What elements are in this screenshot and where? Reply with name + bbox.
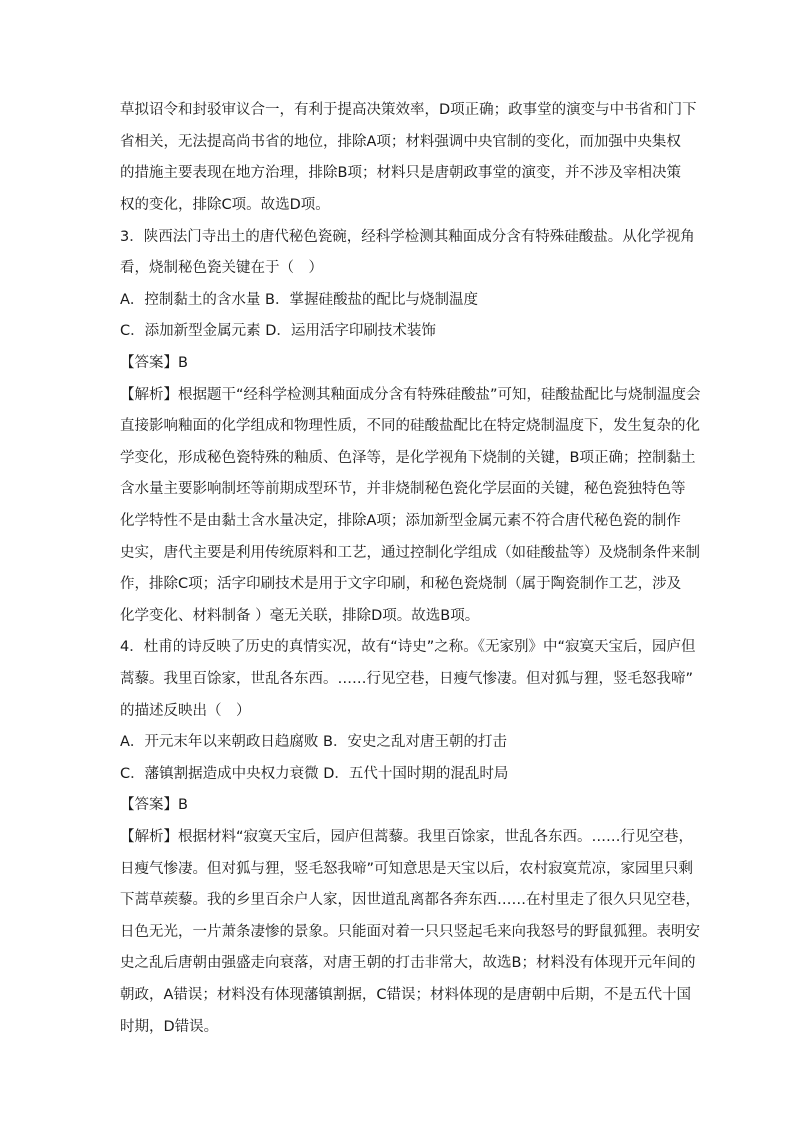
- question-4-options: A．开元末年以来朝政日趋腐败 B．安史之乱对唐王朝的打击: [120, 734, 507, 750]
- answer-label: 【答案】B: [120, 797, 188, 813]
- explanation-text: 【解析】根据材料“寂寞天宝后，园庐但蒿藜。我里百馀家，世乱各东西。……行见空巷，: [120, 829, 694, 845]
- text-line: 权的变化，排除C项。故选D项。: [120, 197, 330, 213]
- explanation-text: 下蒿草蒺藜。我的乡里百余户人家，因世道乱离都各奔东西……在村里走了很久只见空巷，: [120, 892, 700, 908]
- explanation-text: 【解析】根据题干“经科学检测其釉面成分含有特殊硅酸盐”可知，硅酸盐配比与烧制温度会: [120, 387, 701, 403]
- question-3-options: C．添加新型金属元素 D．运用活字印刷技术装饰: [120, 323, 436, 339]
- explanation-text: 化学变化、材料制备 ）毫无关联，排除D项。故选B项。: [120, 608, 480, 624]
- explanation-text: 日色无光，一片萧条凄惨的景象。只能面对着一只只竖起毛来向我怒号的野鼠狐狸。表明安: [120, 924, 700, 940]
- explanation-text: 含水量主要影响制坯等前期成型环节，并非烧制秘色瓷化学层面的关键，秘色瓷独特色等: [120, 481, 686, 497]
- explanation-text: 时期，D错误。: [120, 1019, 219, 1035]
- question-4-text: 的描述反映出（ ）: [120, 703, 251, 719]
- explanation-text: 史实，唐代主要是利用传统原料和工艺，通过控制化学组成（如硅酸盐等）及烧制条件来制: [120, 545, 700, 561]
- explanation-text: 学变化，形成秘色瓷特殊的釉质、色泽等，是化学视角下烧制的关键，B项正确；控制黏土: [120, 450, 696, 466]
- text-line: 草拟诏令和封驳审议合一，有利于提高决策效率，D项正确；政事堂的演变与中书省和门下: [120, 102, 697, 118]
- explanation-text: 化学特性不是由黏土含水量决定，排除A项；添加新型金属元素不符合唐代秘色瓷的制作: [120, 513, 681, 529]
- question-3-text: 看，烧制秘色瓷关键在于（ ）: [120, 260, 323, 276]
- question-3-options: A．控制黏土的含水量 B．掌握硅酸盐的配比与烧制温度: [120, 292, 478, 308]
- answer-label: 【答案】B: [120, 355, 188, 371]
- text-line: 的措施主要表现在地方治理，排除B项；材料只是唐朝政事堂的演变，并不涉及宰相决策: [120, 165, 681, 181]
- explanation-text: 作，排除C项；活字印刷技术是用于文字印刷，和秘色瓷烧制（属于陶瓷制作工艺，涉及: [120, 576, 682, 592]
- question-4-options: C．藩镇割据造成中央权力衰微 D．五代十国时期的混乱时局: [120, 766, 509, 782]
- explanation-text: 日瘦气惨凄。但对狐与狸，竖毛怒我啼”可知意思是天宝以后，农村寂寞荒凉，家园里只剩: [120, 861, 694, 877]
- explanation-text: 直接影响釉面的化学组成和物理性质，不同的硅酸盐配比在特定烧制温度下，发生复杂的化: [120, 418, 700, 434]
- question-4-text: 蒿藜。我里百馀家，世乱各东西。……行见空巷，日瘦气惨凄。但对狐与狸，竖毛怒我啼”: [120, 671, 694, 687]
- question-4-text: 4．杜甫的诗反映了历史的真情实况，故有“诗史”之称。《无家别》中“寂寞天宝后，园庐但: [120, 639, 696, 655]
- question-3-text: 3．陕西法门寺出土的唐代秘色瓷碗，经科学检测其釉面成分含有特殊硅酸盐。从化学视角: [120, 229, 695, 245]
- text-line: 省相关，无法提高尚书省的地位，排除A项；材料强调中央官制的变化，而加强中央集权: [120, 134, 681, 150]
- explanation-text: 朝政，A错误；材料没有体现藩镇割据，C错误；材料体现的是唐朝中后期，不是五代十国: [120, 987, 692, 1003]
- explanation-text: 史之乱后唐朝由强盛走向衰落，对唐王朝的打击非常大，故选B；材料没有体现开元年间的: [120, 955, 696, 971]
